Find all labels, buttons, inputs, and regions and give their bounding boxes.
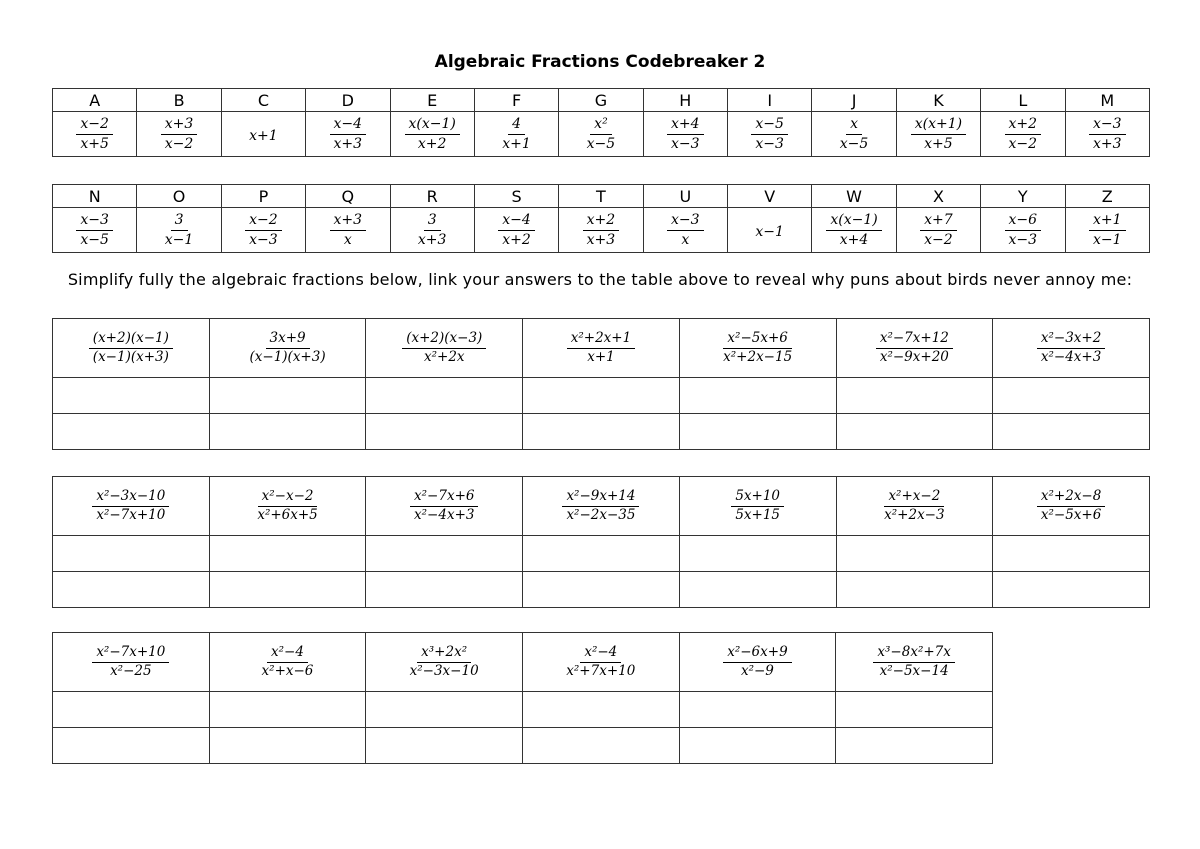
code-S-numerator: x−4 bbox=[498, 212, 535, 230]
problem-numerator: x²−4 bbox=[267, 645, 308, 663]
letter-cell[interactable] bbox=[993, 414, 1150, 450]
problem-denominator: x²+6x+5 bbox=[257, 506, 318, 523]
code-G-fraction bbox=[583, 116, 620, 151]
code-letter-Q: Q bbox=[306, 185, 390, 208]
code-K-denominator: x+5 bbox=[924, 135, 953, 152]
code-letter-R: R bbox=[390, 185, 474, 208]
code-letter-C: C bbox=[221, 89, 305, 112]
problem-table-1 bbox=[52, 318, 1150, 450]
problem-numerator: x²+x−2 bbox=[884, 489, 944, 507]
problem-fraction bbox=[92, 645, 169, 679]
problem-numerator: x²−4 bbox=[580, 645, 621, 663]
answer-cell[interactable] bbox=[366, 378, 523, 414]
problem-numerator: x²+2x−8 bbox=[1037, 489, 1105, 507]
problem-numerator: x²−7x+10 bbox=[92, 645, 169, 663]
code-E-denominator: x+2 bbox=[417, 135, 447, 152]
letter-cell[interactable] bbox=[679, 572, 836, 608]
code-cell-E bbox=[390, 112, 474, 157]
code-S-fraction bbox=[498, 212, 535, 247]
problem-numerator: x²−6x+9 bbox=[723, 645, 791, 663]
code-A-denominator: x+5 bbox=[80, 135, 109, 152]
code-table-a-to-m bbox=[52, 88, 1150, 157]
code-A-numerator: x−2 bbox=[76, 116, 113, 134]
problem-fraction bbox=[562, 645, 639, 679]
problem-fraction bbox=[402, 331, 486, 365]
code-I-numerator: x−5 bbox=[751, 116, 788, 134]
code-B-denominator: x−2 bbox=[164, 135, 194, 152]
letter-cell[interactable] bbox=[679, 728, 836, 764]
code-U-denominator: x bbox=[681, 231, 690, 248]
problem-cell bbox=[836, 633, 993, 692]
problem-fraction bbox=[246, 331, 330, 365]
problem-numerator: x²−7x+6 bbox=[410, 489, 478, 507]
code-table-n-to-z bbox=[52, 184, 1150, 253]
problem-denominator: x²−7x+10 bbox=[96, 506, 166, 523]
code-N-numerator: x−3 bbox=[76, 212, 113, 230]
answer-cell[interactable] bbox=[522, 692, 679, 728]
problem-fraction bbox=[562, 489, 639, 523]
code-L-denominator: x−2 bbox=[1008, 135, 1038, 152]
code-X-numerator: x+7 bbox=[920, 212, 957, 230]
problem-cell bbox=[209, 477, 366, 536]
code-S-denominator: x+2 bbox=[502, 231, 531, 248]
answer-cell[interactable] bbox=[209, 536, 366, 572]
code-Y-numerator: x−6 bbox=[1005, 212, 1042, 230]
problem-cell bbox=[523, 319, 680, 378]
page-title: Algebraic Fractions Codebreaker 2 bbox=[434, 52, 766, 72]
code-cell-H bbox=[643, 112, 727, 157]
problem-table-3 bbox=[52, 632, 993, 764]
problem-denominator: x²+2x−15 bbox=[723, 348, 793, 365]
letter-cell[interactable] bbox=[836, 572, 993, 608]
problem-cell bbox=[366, 477, 523, 536]
code-letter-T: T bbox=[559, 185, 643, 208]
code-T-fraction bbox=[583, 212, 620, 247]
code-T-denominator: x+3 bbox=[586, 231, 616, 248]
problem-denominator: x²−4x+3 bbox=[414, 506, 475, 523]
answer-cell[interactable] bbox=[836, 536, 993, 572]
problem-fraction bbox=[1037, 331, 1105, 365]
problem-numerator: x²−3x−10 bbox=[92, 489, 169, 507]
problem-denominator: x²−2x−35 bbox=[566, 506, 636, 523]
problem-denominator: x²+x−6 bbox=[261, 662, 314, 679]
problem-numerator: x²−9x+14 bbox=[562, 489, 639, 507]
code-Q-numerator: x+3 bbox=[330, 212, 367, 230]
problem-cell bbox=[209, 319, 366, 378]
problem-numerator: x³+2x² bbox=[417, 645, 471, 663]
answer-cell[interactable] bbox=[836, 378, 993, 414]
code-cell-K bbox=[896, 112, 980, 157]
problem-cell bbox=[209, 633, 366, 692]
code-R-numerator: 3 bbox=[424, 212, 441, 230]
code-M-fraction bbox=[1089, 116, 1126, 151]
code-K-fraction bbox=[911, 116, 966, 151]
code-X-fraction bbox=[920, 212, 957, 247]
code-letter-N: N bbox=[53, 185, 137, 208]
problem-numerator: x²−5x+6 bbox=[723, 331, 791, 349]
problem-denominator: x+1 bbox=[587, 348, 615, 365]
code-letter-Y: Y bbox=[981, 185, 1065, 208]
problem-denominator: (x−1)(x+3) bbox=[249, 348, 326, 365]
problem-cell bbox=[522, 633, 679, 692]
code-cell-Y bbox=[981, 208, 1065, 253]
code-cell-C bbox=[221, 112, 305, 157]
problem-fraction bbox=[258, 645, 318, 679]
answer-cell[interactable] bbox=[523, 378, 680, 414]
letter-cell[interactable] bbox=[522, 728, 679, 764]
letter-cell[interactable] bbox=[993, 572, 1150, 608]
problem-numerator: (x+2)(x−1) bbox=[89, 331, 173, 349]
code-letter-I: I bbox=[728, 89, 812, 112]
problem-cell bbox=[679, 477, 836, 536]
code-A-fraction bbox=[76, 116, 113, 151]
code-W-denominator: x+4 bbox=[839, 231, 869, 248]
code-G-denominator: x−5 bbox=[586, 135, 616, 152]
code-J-fraction bbox=[836, 116, 873, 151]
code-letter-A: A bbox=[53, 89, 137, 112]
code-cell-G bbox=[559, 112, 643, 157]
code-D-numerator: x−4 bbox=[330, 116, 367, 134]
letter-cell[interactable] bbox=[679, 414, 836, 450]
problem-fraction bbox=[89, 331, 173, 365]
code-letter-W: W bbox=[812, 185, 896, 208]
code-D-fraction bbox=[330, 116, 367, 151]
problem-fraction bbox=[410, 489, 478, 523]
problem-denominator: x²−25 bbox=[110, 662, 152, 679]
problem-cell bbox=[993, 319, 1150, 378]
problem-cell bbox=[679, 633, 836, 692]
problem-fraction bbox=[253, 489, 321, 523]
problem-fraction bbox=[876, 331, 953, 365]
code-letter-J: J bbox=[812, 89, 896, 112]
code-Z-numerator: x+1 bbox=[1089, 212, 1126, 230]
letter-cell[interactable] bbox=[523, 414, 680, 450]
code-letter-K: K bbox=[896, 89, 980, 112]
code-F-numerator: 4 bbox=[508, 116, 525, 134]
problem-numerator: 5x+10 bbox=[731, 489, 784, 507]
code-Q-denominator: x bbox=[343, 231, 352, 248]
code-Z-denominator: x−1 bbox=[1092, 231, 1122, 248]
code-P-numerator: x−2 bbox=[245, 212, 282, 230]
code-O-denominator: x−1 bbox=[164, 231, 194, 248]
code-U-fraction bbox=[667, 212, 704, 247]
code-M-numerator: x−3 bbox=[1089, 116, 1126, 134]
code-P-fraction bbox=[245, 212, 282, 247]
code-letter-E: E bbox=[390, 89, 474, 112]
code-R-denominator: x+3 bbox=[417, 231, 447, 248]
code-G-numerator: x² bbox=[590, 116, 612, 134]
letter-cell[interactable] bbox=[53, 414, 210, 450]
code-O-fraction bbox=[161, 212, 198, 247]
code-L-numerator: x+2 bbox=[1005, 116, 1042, 134]
problem-numerator: x²−7x+12 bbox=[876, 331, 953, 349]
problem-fraction bbox=[723, 645, 791, 679]
code-letter-F: F bbox=[474, 89, 558, 112]
code-J-denominator: x−5 bbox=[839, 135, 869, 152]
code-cell-L bbox=[981, 112, 1065, 157]
code-cell-J bbox=[812, 112, 896, 157]
code-F-denominator: x+1 bbox=[502, 135, 531, 152]
answer-cell[interactable] bbox=[679, 536, 836, 572]
problem-denominator: x²+7x+10 bbox=[566, 662, 636, 679]
code-letter-X: X bbox=[896, 185, 980, 208]
problem-denominator: x²−9 bbox=[740, 662, 774, 679]
code-cell-R bbox=[390, 208, 474, 253]
code-cell-V bbox=[728, 208, 812, 253]
answer-cell[interactable] bbox=[366, 692, 523, 728]
code-M-denominator: x+3 bbox=[1092, 135, 1122, 152]
code-cell-F bbox=[474, 112, 558, 157]
answer-cell[interactable] bbox=[209, 692, 366, 728]
code-letter-O: O bbox=[137, 185, 221, 208]
letter-cell[interactable] bbox=[836, 728, 993, 764]
problem-numerator: x²−3x+2 bbox=[1037, 331, 1105, 349]
code-letter-Z: Z bbox=[1065, 185, 1150, 208]
code-J-numerator: x bbox=[846, 116, 862, 134]
code-cell-Q bbox=[306, 208, 390, 253]
code-B-numerator: x+3 bbox=[161, 116, 198, 134]
code-V-expression: x−1 bbox=[755, 223, 784, 240]
code-cell-M bbox=[1065, 112, 1150, 157]
letter-cell[interactable] bbox=[836, 414, 993, 450]
problem-cell bbox=[366, 633, 523, 692]
code-C-expression: x+1 bbox=[249, 127, 278, 144]
problem-fraction bbox=[92, 489, 169, 523]
problem-numerator: x²+2x+1 bbox=[567, 331, 635, 349]
code-I-denominator: x−3 bbox=[755, 135, 784, 152]
code-cell-D bbox=[306, 112, 390, 157]
problem-denominator: x²−3x−10 bbox=[409, 662, 479, 679]
code-D-denominator: x+3 bbox=[333, 135, 363, 152]
code-H-numerator: x+4 bbox=[667, 116, 704, 134]
code-K-numerator: x(x+1) bbox=[911, 116, 966, 134]
answer-cell[interactable] bbox=[53, 536, 210, 572]
code-H-fraction bbox=[667, 116, 704, 151]
code-E-fraction bbox=[405, 116, 460, 151]
code-cell-U bbox=[643, 208, 727, 253]
problem-fraction bbox=[1037, 489, 1105, 523]
code-letter-U: U bbox=[643, 185, 727, 208]
problem-fraction bbox=[731, 489, 784, 523]
code-U-numerator: x−3 bbox=[667, 212, 704, 230]
code-letter-L: L bbox=[981, 89, 1065, 112]
problem-denominator: (x−1)(x+3) bbox=[92, 348, 169, 365]
problem-cell bbox=[836, 319, 993, 378]
code-cell-T bbox=[559, 208, 643, 253]
code-cell-X bbox=[896, 208, 980, 253]
problem-cell bbox=[836, 477, 993, 536]
problem-cell bbox=[53, 633, 210, 692]
code-cell-N bbox=[53, 208, 137, 253]
code-cell-P bbox=[221, 208, 305, 253]
problem-cell bbox=[366, 319, 523, 378]
problem-denominator: x²+2x−3 bbox=[884, 506, 945, 523]
code-letter-H: H bbox=[643, 89, 727, 112]
problem-numerator: 3x+9 bbox=[266, 331, 310, 349]
code-L-fraction bbox=[1005, 116, 1042, 151]
code-cell-Z bbox=[1065, 208, 1150, 253]
problem-table-2 bbox=[52, 476, 1150, 608]
letter-cell[interactable] bbox=[366, 728, 523, 764]
letter-cell[interactable] bbox=[53, 728, 210, 764]
code-cell-A bbox=[53, 112, 137, 157]
problem-denominator: x²−9x+20 bbox=[879, 348, 949, 365]
code-Q-fraction bbox=[330, 212, 367, 247]
problem-denominator: 5x+15 bbox=[735, 506, 781, 523]
problem-cell bbox=[679, 319, 836, 378]
problem-fraction bbox=[567, 331, 635, 365]
code-W-numerator: x(x−1) bbox=[826, 212, 881, 230]
problem-numerator: x³−8x²+7x bbox=[873, 645, 954, 663]
letter-cell[interactable] bbox=[366, 572, 523, 608]
problem-denominator: x²+2x bbox=[423, 348, 465, 365]
problem-numerator: (x+2)(x−3) bbox=[402, 331, 486, 349]
code-letter-S: S bbox=[474, 185, 558, 208]
letter-cell[interactable] bbox=[209, 728, 366, 764]
problem-numerator: x²−x−2 bbox=[258, 489, 318, 507]
code-cell-O bbox=[137, 208, 221, 253]
problem-denominator: x²−4x+3 bbox=[1040, 348, 1102, 365]
letter-cell[interactable] bbox=[366, 414, 523, 450]
code-letter-G: G bbox=[559, 89, 643, 112]
code-cell-S bbox=[474, 208, 558, 253]
code-B-fraction bbox=[161, 116, 198, 151]
code-I-fraction bbox=[751, 116, 788, 151]
problem-denominator: x²−5x+6 bbox=[1040, 506, 1102, 523]
code-Y-fraction bbox=[1005, 212, 1042, 247]
answer-cell[interactable] bbox=[209, 378, 366, 414]
answer-cell[interactable] bbox=[993, 536, 1150, 572]
answer-cell[interactable] bbox=[836, 692, 993, 728]
answer-cell[interactable] bbox=[523, 536, 680, 572]
code-F-fraction bbox=[498, 116, 535, 151]
code-Y-denominator: x−3 bbox=[1008, 231, 1038, 248]
code-E-numerator: x(x−1) bbox=[405, 116, 460, 134]
answer-cell[interactable] bbox=[679, 692, 836, 728]
problem-cell bbox=[993, 477, 1150, 536]
code-R-fraction bbox=[414, 212, 451, 247]
letter-cell[interactable] bbox=[53, 572, 210, 608]
code-cell-B bbox=[137, 112, 221, 157]
code-X-denominator: x−2 bbox=[924, 231, 953, 248]
code-Z-fraction bbox=[1089, 212, 1126, 247]
code-cell-W bbox=[812, 208, 896, 253]
letter-cell[interactable] bbox=[209, 572, 366, 608]
code-W-fraction bbox=[826, 212, 881, 247]
problem-denominator: x²−5x−14 bbox=[879, 662, 949, 679]
problem-fraction bbox=[873, 645, 954, 679]
answer-cell[interactable] bbox=[53, 692, 210, 728]
answer-cell[interactable] bbox=[53, 378, 210, 414]
letter-cell[interactable] bbox=[209, 414, 366, 450]
answer-cell[interactable] bbox=[679, 378, 836, 414]
code-letter-V: V bbox=[728, 185, 812, 208]
code-letter-M: M bbox=[1065, 89, 1150, 112]
code-N-fraction bbox=[76, 212, 113, 247]
code-letter-P: P bbox=[221, 185, 305, 208]
problem-fraction bbox=[719, 331, 796, 365]
answer-cell[interactable] bbox=[993, 378, 1150, 414]
code-H-denominator: x−3 bbox=[671, 135, 700, 152]
code-cell-I bbox=[728, 112, 812, 157]
instructions: Simplify fully the algebraic fractions below, link your answers to the table above to reveal why puns about birds never annoy me: bbox=[67, 270, 1133, 289]
problem-fraction bbox=[880, 489, 948, 523]
problem-fraction bbox=[406, 645, 483, 679]
problem-cell bbox=[53, 319, 210, 378]
code-P-denominator: x−3 bbox=[249, 231, 278, 248]
problem-cell bbox=[53, 477, 210, 536]
code-letter-B: B bbox=[137, 89, 221, 112]
code-N-denominator: x−5 bbox=[80, 231, 109, 248]
code-letter-D: D bbox=[306, 89, 390, 112]
answer-cell[interactable] bbox=[366, 536, 523, 572]
code-O-numerator: 3 bbox=[171, 212, 188, 230]
problem-cell bbox=[523, 477, 680, 536]
letter-cell[interactable] bbox=[523, 572, 680, 608]
code-T-numerator: x+2 bbox=[583, 212, 620, 230]
